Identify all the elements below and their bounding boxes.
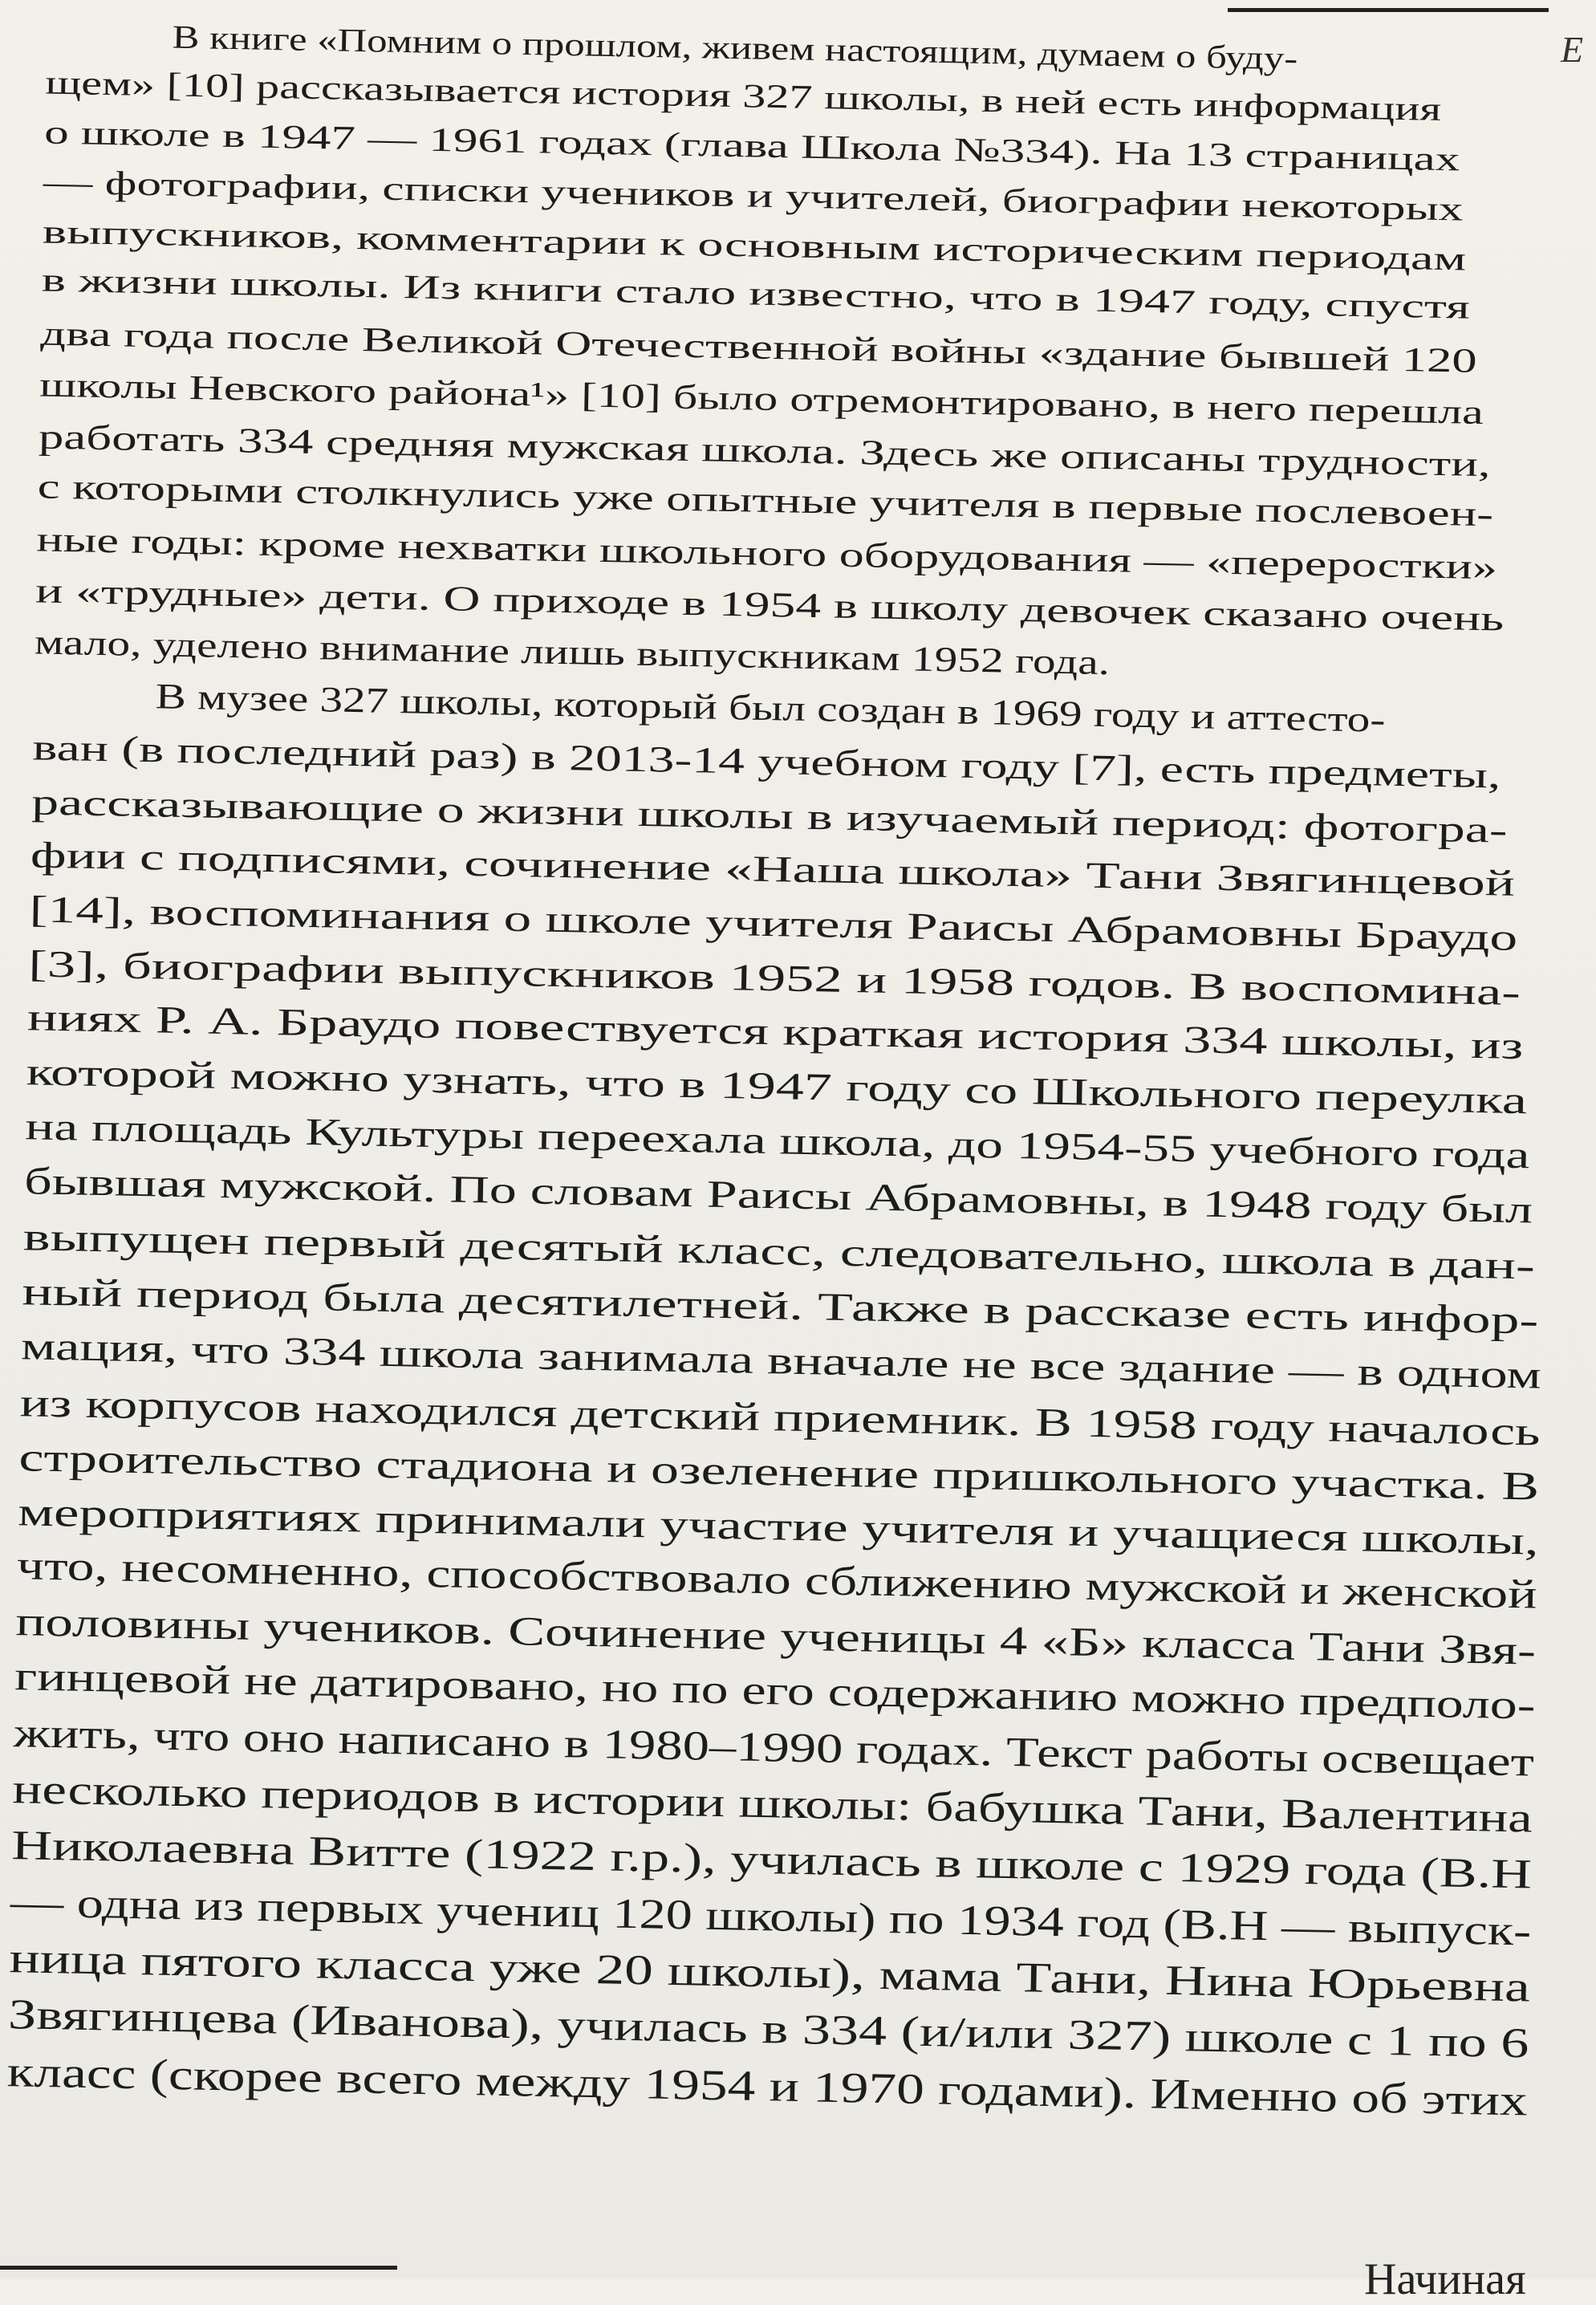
text-line: жить, что оно написано в 1980–1990 годах. Текст работы освещает <box>13 1710 1535 1786</box>
text-line: В книге «Помним о прошлом, живем настоящим, думаем о буду- <box>172 18 1298 77</box>
text-line: и «трудные» дети. О приходе в 1954 в школу девочек сказано очень <box>35 571 1505 639</box>
text-line: ван (в последний раз) в 2013-14 учебном году [7], есть предметы, <box>32 726 1501 796</box>
text-line: из корпусов находился детский приемник. В 1958 году началось <box>19 1380 1541 1454</box>
text-line: мероприятиях принимали участие учителя и учащиеся школы, <box>17 1489 1540 1563</box>
text-line: выпущен первый десятый класс, следовательно, школа в дан- <box>22 1214 1536 1288</box>
text-line: выпускников, комментарии к основным историческим периодам <box>42 213 1467 278</box>
text-line: ниях Р. А. Браудо повествуется краткая история 334 школы, из <box>26 996 1524 1068</box>
text-line: рассказывающие о жизни школы в изучаемый период: фотогра- <box>30 781 1508 851</box>
next-page-word: Начиная <box>1364 2254 1526 2304</box>
top-rule <box>1228 8 1549 12</box>
text-line: на площадь Культуры переехала школа, до 1954-55 учебного года <box>24 1105 1530 1177</box>
text-line: — фотографии, списки учеников и учителей, биографии некоторых <box>43 164 1464 229</box>
text-line: ный период была десятилетней. Также в рассказе есть инфор- <box>22 1269 1539 1343</box>
page-text <box>6 18 1596 2125</box>
text-line: — одна из первых учениц 120 школы) по 1934 год (В.Н — выпуск- <box>10 1879 1532 1955</box>
text-line: [3], биографии выпускников 1952 и 1958 годов. В воспомина- <box>27 943 1521 1014</box>
text-line: щем» [10] рассказывается история 327 школы, в ней есть информация <box>44 64 1442 128</box>
text-line: В музее 327 школы, который был создан в 1969 году и аттесто- <box>155 676 1386 740</box>
text-line: ные годы: кроме нехватки школьного оборудования — «переростки» <box>36 519 1498 587</box>
text-line: с которыми столкнулись уже опытные учителя в первые послевоен- <box>37 466 1494 535</box>
text-line: которой можно узнать, что в 1947 году со Школьного переулка <box>26 1051 1528 1123</box>
text-line: бывшая мужской. По словам Раисы Абрамовны, в 1948 году был <box>23 1160 1533 1232</box>
text-line: что, несомненно, способствовало сближению мужской и женской <box>16 1543 1537 1618</box>
text-line: два года после Великой Отечественной войны «здание бывшей 120 <box>39 315 1478 380</box>
text-line: работать 334 средняя мужская школа. Здесь же описаны трудности, <box>38 417 1492 485</box>
text-line: Звягинцева (Иванова), училась в 334 (и/или 327) школе с 1 по 6 <box>7 1991 1529 2067</box>
text-line: гинцевой не датировано, но по его содержанию можно предполо- <box>14 1654 1536 1729</box>
text-line: школы Невского района¹» [10] было отремонтировано, в него перешла <box>39 366 1484 433</box>
text-line: о школе в 1947 — 1961 годах (глава Школа №334). На 13 страницах <box>43 114 1460 179</box>
text-line: ница пятого класса уже 20 школы), мама Тани, Нина Юрьевна <box>9 1935 1531 2011</box>
text-line: несколько периодов в истории школы: бабушка Тани, Валентина <box>12 1766 1533 1842</box>
text-line: строительство стадиона и озеленение пришкольного участка. В <box>18 1434 1540 1509</box>
text-line: фии с подписями, сочинение «Наша школа» Тани Звягинцевой <box>30 834 1516 904</box>
text-line: в жизни школы. Из книги стало известно, что в 1947 году, спустя <box>41 262 1471 327</box>
text-line: мало, уделено внимание лишь выпускникам 1952 года. <box>34 622 1111 683</box>
margin-mark: Е <box>1561 29 1584 70</box>
text-line: класс (скорее всего между 1954 и 1970 годами). Именно об этих <box>6 2047 1529 2125</box>
text-line: мация, что 334 школа занимала вначале не все здание — в одном <box>20 1323 1542 1397</box>
bottom-rule <box>0 2266 397 2270</box>
text-line: половины учеников. Сочинение ученицы 4 «Б» класса Тани Звя- <box>15 1600 1537 1674</box>
text-line: Николаевна Витте (1922 г.р.), училась в школе с 1929 года (В.Н <box>10 1823 1533 1898</box>
text-line: [14], воспоминания о школе учителя Раисы Абрамовны Браудо <box>29 888 1518 959</box>
